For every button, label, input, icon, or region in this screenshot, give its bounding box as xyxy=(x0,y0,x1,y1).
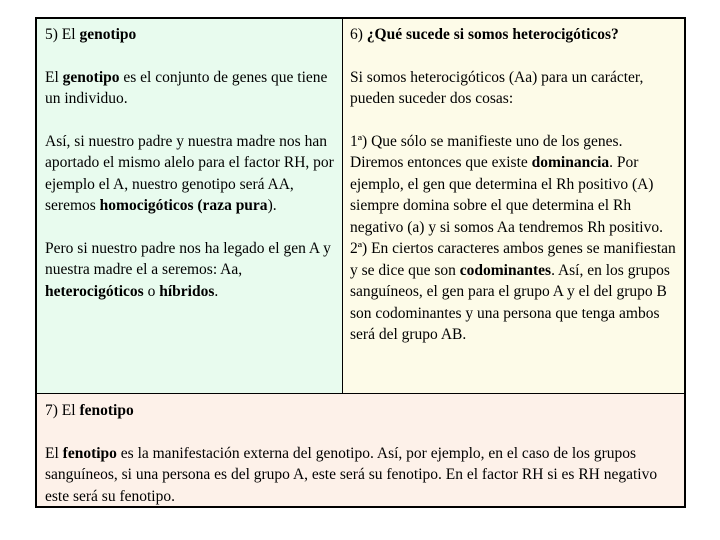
keyword-genotipo: genotipo xyxy=(62,68,120,86)
text: El xyxy=(45,444,63,462)
keyword-heterocigoticos: heterocigóticos xyxy=(45,282,144,300)
text: Pero si nuestro padre nos ha legado el gen A y nuestra madre el a seremos: Aa, xyxy=(45,239,331,278)
text: es la manifestación externa del genotipo. Así, por ejemplo, en el caso de los grupos sanguíneos, si una persona es del grupo A, este será su fenotipo. En el factor RH si es RH negativo este será su fenotipo. xyxy=(45,444,658,505)
genotype-heading xyxy=(45,24,336,46)
keyword-homocigoticos: homocigóticos (raza pura xyxy=(99,197,268,214)
genotype-definition xyxy=(45,67,336,110)
text: . Por ejemplo, el gen que determina el Rh positivo (A) siempre domina sobre el que determina el Rh negativo (a) y si somos Aa tendremos Rh positivo. xyxy=(350,154,663,236)
keyword-codominantes: codominantes xyxy=(459,261,552,279)
heading-keyword: genotipo xyxy=(79,26,137,43)
codominance-paragraph xyxy=(350,238,678,346)
heterozygous-heading xyxy=(350,24,678,46)
slide-table xyxy=(35,17,686,508)
text: 2ª) En ciertos caracteres ambos genes se manifiestan y se dice que son xyxy=(350,240,676,279)
heterozygous-intro: Si somos heterocigóticos (Aa) para un carácter, pueden suceder dos cosas: xyxy=(350,68,644,107)
genotype-cell xyxy=(37,19,343,393)
heading-number: 6) xyxy=(350,26,367,43)
dominance-paragraph xyxy=(350,131,678,239)
text: . Así, en los grupos sanguíneos, el gen para el grupo A y el del grupo B son codominantes y una persona que tenga ambos será del grupo AB. xyxy=(350,261,670,343)
text: o xyxy=(143,282,160,300)
phenotype-definition xyxy=(45,443,678,508)
heterozygous-paragraph xyxy=(45,238,336,303)
phenotype-heading xyxy=(45,400,678,422)
homozygous-paragraph xyxy=(45,131,336,217)
text: . xyxy=(214,282,219,300)
text: Así, si nuestro padre y nuestra madre nos han aportado el mismo alelo para el factor RH, por ejemplo el A, nuestro genotipo será AA, seremos xyxy=(45,132,334,214)
keyword-fenotipo: fenotipo xyxy=(62,444,117,462)
heading-keyword: fenotipo xyxy=(79,402,134,419)
keyword-hibridos: híbridos xyxy=(159,282,215,300)
text: es el conjunto de genes que tiene un individuo. xyxy=(45,68,328,107)
keyword-dominancia: dominancia xyxy=(531,154,610,171)
phenotype-cell xyxy=(37,393,684,506)
heading-number: 7) El xyxy=(45,402,80,419)
text: 1ª) Que sólo se manifieste uno de los genes. Diremos entonces que existe xyxy=(350,132,623,171)
text: ). xyxy=(267,197,277,214)
heterozygous-cell xyxy=(343,19,684,393)
text: El xyxy=(45,68,63,86)
heading-number: 5) El xyxy=(45,26,80,43)
heading-question: ¿Qué sucede si somos heterocigóticos? xyxy=(366,26,619,43)
